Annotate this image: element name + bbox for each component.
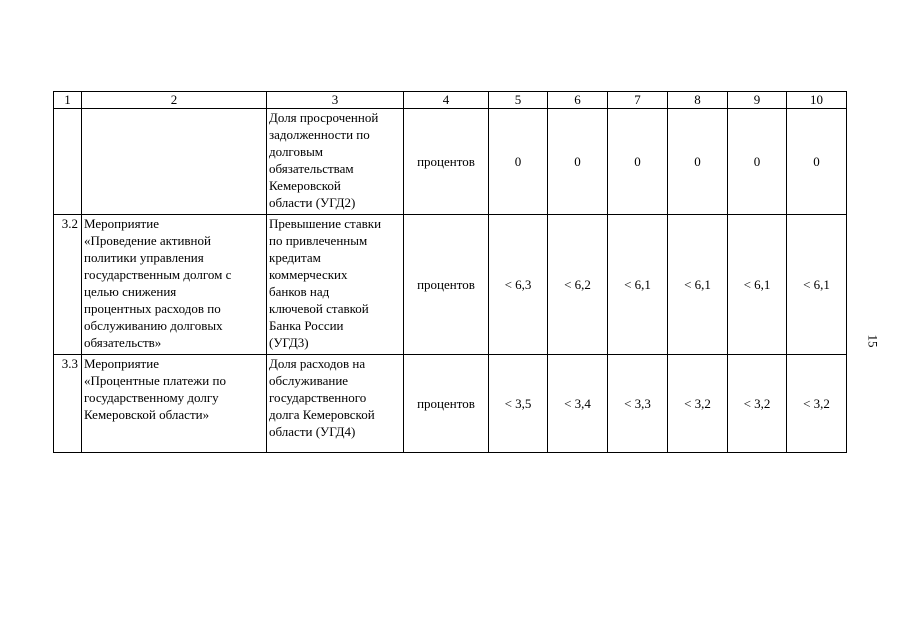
- activity-cell: [82, 109, 267, 215]
- unit-cell: процентов: [404, 355, 489, 453]
- unit-cell: процентов: [404, 215, 489, 355]
- column-header: 3: [267, 92, 404, 109]
- value-cell: 0: [548, 109, 608, 215]
- row-number: 3.3: [54, 355, 82, 453]
- value-cell: < 6,3: [489, 215, 548, 355]
- value-cell: < 3,2: [728, 355, 787, 453]
- value-cell: 0: [668, 109, 728, 215]
- value-cell: < 3,2: [668, 355, 728, 453]
- indicator-text: Доля просроченной задолженности по долговым обязательствам Кемеровской области (УГД2): [269, 110, 379, 210]
- page-number: 15: [865, 334, 881, 348]
- table-row: [54, 215, 847, 355]
- table-row: [54, 355, 847, 453]
- column-header: 10: [787, 92, 847, 109]
- value-cell: < 6,1: [668, 215, 728, 355]
- column-header: 6: [548, 92, 608, 109]
- table-row: [54, 109, 847, 215]
- value-cell: < 6,1: [608, 215, 668, 355]
- value-cell: 0: [608, 109, 668, 215]
- value-cell: 0: [489, 109, 548, 215]
- indicator-cell: [267, 215, 404, 355]
- indicator-text: Превышение ставки по привлеченным кредитам коммерческих банков над ключевой ставкой Банка России (УГД3): [269, 216, 382, 350]
- value-cell: < 3,3: [608, 355, 668, 453]
- indicator-text: Доля расходов на обслуживание государственного долга Кемеровской области (УГД4): [269, 356, 375, 439]
- value-cell: 0: [728, 109, 787, 215]
- value-cell: < 6,1: [787, 215, 847, 355]
- row-number: 3.2: [54, 215, 82, 355]
- column-header: 4: [404, 92, 489, 109]
- activity-text: Мероприятие «Процентные платежи по государственному долгу Кемеровской области»: [84, 356, 226, 422]
- value-cell: < 6,2: [548, 215, 608, 355]
- indicator-cell: [267, 355, 404, 453]
- table-header-row: [54, 92, 847, 109]
- activity-text: Мероприятие «Проведение активной политики управления государственным долгом с целью снижения процентных расходов по обслуживанию долговых обязательств»: [84, 216, 232, 350]
- indicator-cell: [267, 109, 404, 215]
- column-header: 7: [608, 92, 668, 109]
- column-header: 2: [82, 92, 267, 109]
- activity-cell: [82, 215, 267, 355]
- value-cell: < 6,1: [728, 215, 787, 355]
- value-cell: < 3,4: [548, 355, 608, 453]
- column-header: 1: [54, 92, 82, 109]
- column-header: 8: [668, 92, 728, 109]
- unit-cell: процентов: [404, 109, 489, 215]
- activity-cell: [82, 355, 267, 453]
- column-header: 9: [728, 92, 787, 109]
- value-cell: 0: [787, 109, 847, 215]
- row-number: [54, 109, 82, 215]
- value-cell: < 3,5: [489, 355, 548, 453]
- column-header: 5: [489, 92, 548, 109]
- value-cell: < 3,2: [787, 355, 847, 453]
- indicators-table: [53, 91, 847, 453]
